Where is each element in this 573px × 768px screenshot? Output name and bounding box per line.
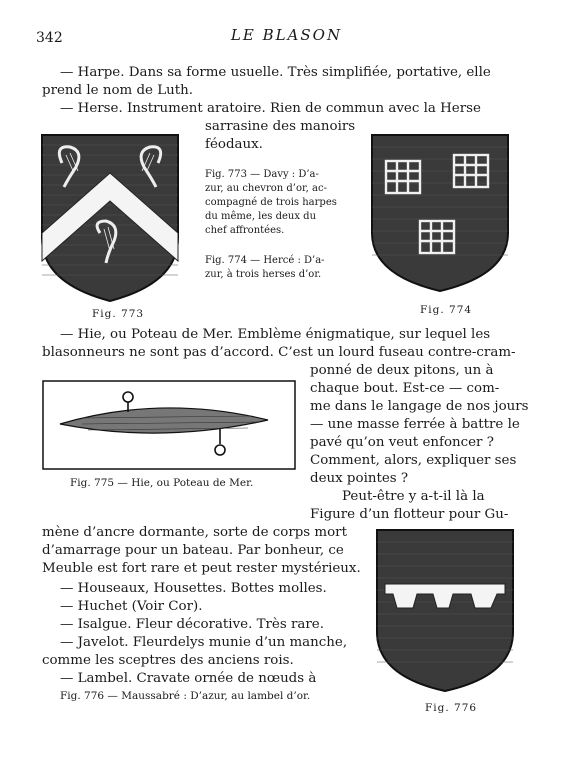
text-line-isalgue: — Isalgue. Fleur décorative. Très rare. (60, 617, 324, 632)
fig773-caption-5: chef affrontées. (205, 225, 285, 236)
text-line-hie-13: d’amarrage pour un bateau. Par bonheur, ce (42, 543, 344, 558)
text-line-herse-3: féodaux. (205, 137, 263, 152)
text-line-hie-9: deux pointes ? (310, 471, 409, 486)
text-line-hie-2: blasonneurs ne sont pas d’accord. C’est un lourd fuseau contre-cram- (42, 345, 516, 360)
text-line-harpe-2: prend le nom de Luth. (42, 83, 193, 98)
text-line-javelot-2: comme les sceptres des anciens rois. (42, 653, 294, 668)
fig774-label: Fig. 774 (420, 304, 473, 316)
text-line-hie-3: ponné de deux pitons, un à (310, 363, 494, 378)
fig773-caption-4: du même, les deux du (205, 211, 317, 222)
shield-fig776 (375, 528, 515, 693)
text-line-herse-1: — Herse. Instrument aratoire. Rien de commun avec la Herse (60, 101, 481, 116)
text-line-hie-12: mène d’ancre dormante, sorte de corps mort (42, 525, 347, 540)
text-line-hie-8: Comment, alors, expliquer ses (310, 453, 517, 468)
text-line-houseaux: — Houseaux, Housettes. Bottes molles. (60, 581, 327, 596)
hie-illustration (42, 380, 296, 470)
shield-fig773 (40, 133, 180, 303)
text-line-hie-10: Peut-être y a-t-il là la (342, 489, 485, 504)
fig773-caption-2: zur, au chevron d’or, ac- (205, 183, 327, 194)
text-line-javelot-1: — Javelot. Fleurdelys munie d’un manche, (60, 635, 348, 650)
text-line-hie-11: Figure d’un flotteur pour Gu- (310, 507, 509, 522)
text-line-hie-5: me dans le langage de nos jours (310, 399, 529, 414)
text-line-lambel: — Lambel. Cravate ornée de nœuds à (60, 671, 317, 686)
fig774-caption-2: zur, à trois herses d’or. (205, 269, 322, 280)
fig773-caption-3: compagné de trois harpes (205, 197, 337, 208)
text-line-herse-2: sarrasine des manoirs (205, 119, 356, 134)
page-number: 342 (36, 30, 63, 46)
fig776-label: Fig. 776 (425, 702, 478, 714)
text-line-harpe-1: — Harpe. Dans sa forme usuelle. Très simplifiée, portative, elle (60, 65, 491, 80)
fig776-caption: Fig. 776 — Maussabré : D’azur, au lambel d’or. (60, 690, 311, 702)
fig773-label: Fig. 773 (92, 308, 145, 320)
fig775-caption: Fig. 775 — Hie, ou Poteau de Mer. (70, 477, 254, 489)
fig774-caption-1: Fig. 774 — Hercé : D’a- (205, 255, 325, 266)
text-line-hie-6: — une masse ferrée à battre le (310, 417, 520, 432)
shield-fig774 (370, 133, 510, 293)
text-line-hie-1: — Hie, ou Poteau de Mer. Emblème énigmatique, sur lequel les (60, 327, 491, 342)
text-line-huchet: — Huchet (Voir Cor). (60, 599, 203, 614)
text-line-hie-7: pavé qu’on veut enfoncer ? (310, 435, 494, 450)
running-title: LE BLASON (230, 26, 343, 44)
text-line-hie-4: chaque bout. Est-ce — com- (310, 381, 500, 396)
text-line-hie-14: Meuble est fort rare et peut rester mystérieux. (42, 561, 361, 576)
fig773-caption-1: Fig. 773 — Davy : D’a- (205, 169, 319, 180)
